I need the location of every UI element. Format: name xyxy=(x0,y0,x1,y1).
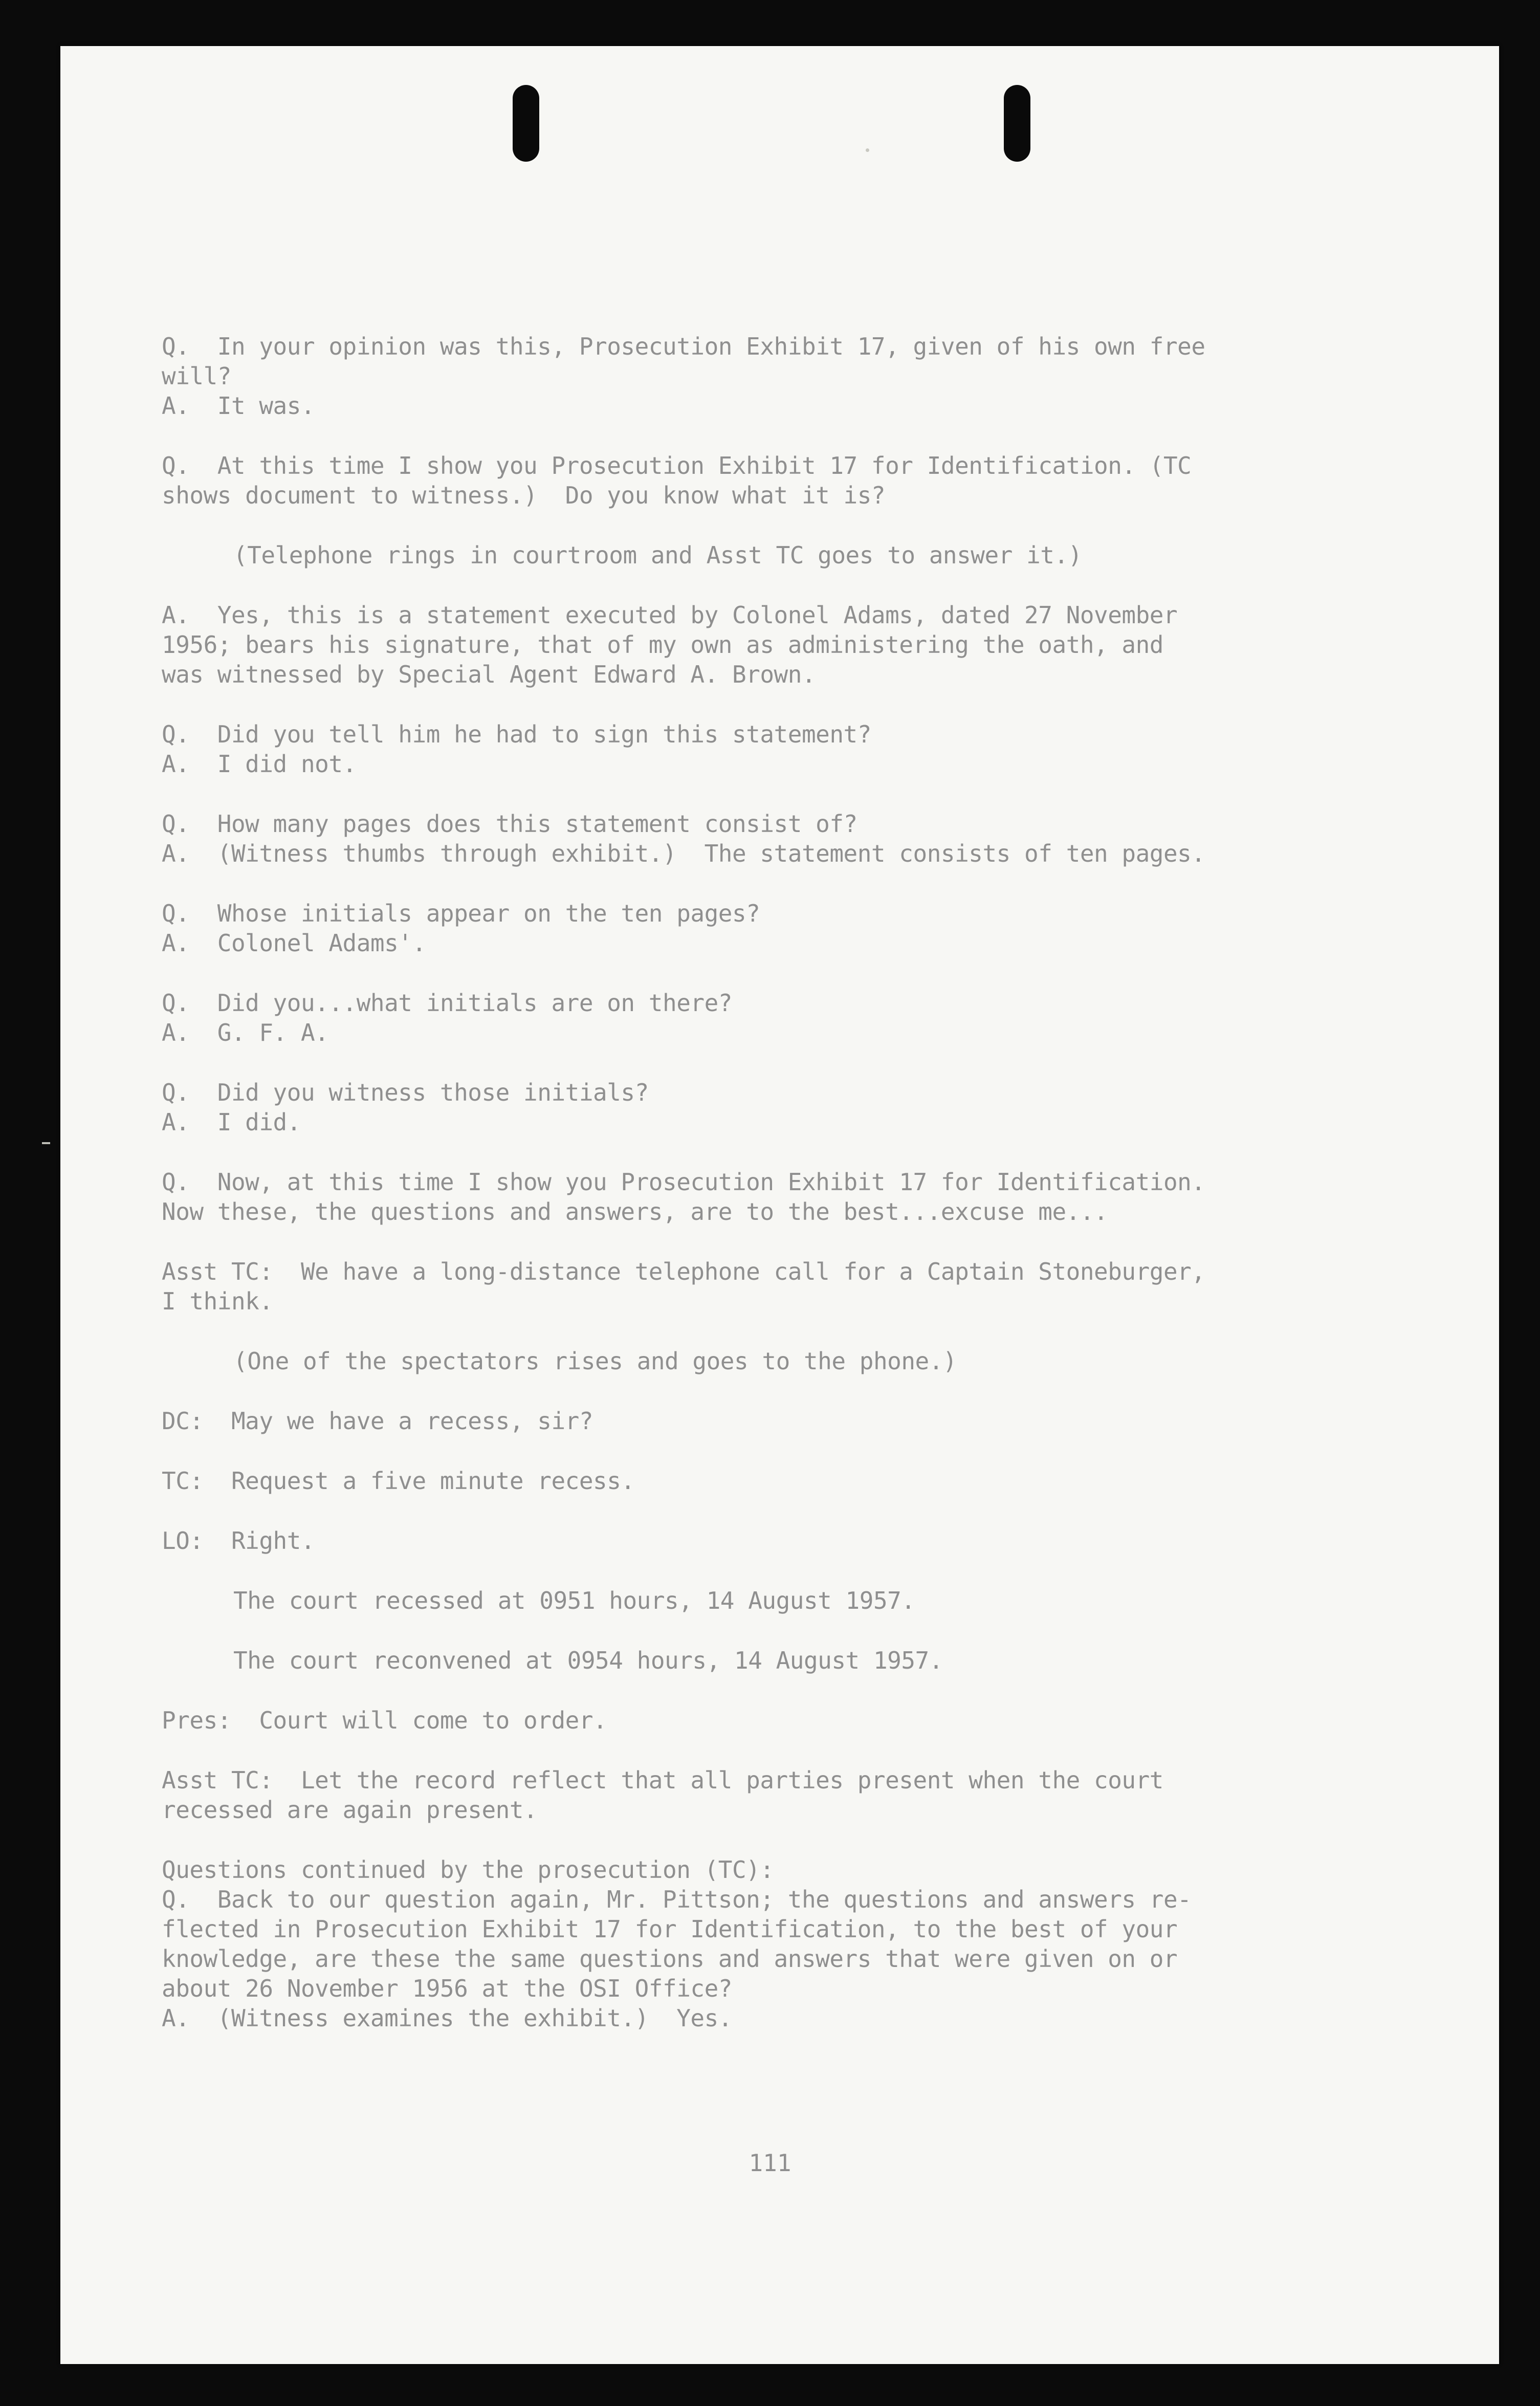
transcript-paragraph xyxy=(162,1078,1349,1137)
transcript-line: Q. Did you witness those initials? xyxy=(162,1079,649,1106)
transcript-paragraph xyxy=(162,719,1349,779)
transcript-paragraph xyxy=(162,1257,1349,1316)
margin-mark xyxy=(42,1142,50,1144)
transcript-line: recessed are again present. xyxy=(162,1796,538,1824)
transcript-body xyxy=(162,332,1349,2063)
transcript-line: Q. Did you tell him he had to sign this statement? xyxy=(162,720,871,748)
punch-hole-left xyxy=(513,85,539,162)
transcript-line: Questions continued by the prosecution (TC): xyxy=(162,1856,774,1884)
transcript-line: TC: Request a five minute recess. xyxy=(162,1467,635,1495)
transcript-line: A. (Witness examines the exhibit.) Yes. xyxy=(162,2004,732,2032)
paper-speck xyxy=(866,148,869,152)
punch-hole-right xyxy=(1004,85,1030,162)
transcript-line: Pres: Court will come to order. xyxy=(162,1707,607,1734)
transcript-line: knowledge, are these the same questions and answers that were given on or xyxy=(162,1945,1178,1973)
transcript-paragraph xyxy=(162,1466,1349,1496)
transcript-paragraph xyxy=(162,1586,1349,1615)
transcript-line: Q. Did you...what initials are on there? xyxy=(162,989,732,1017)
transcript-line: The court recessed at 0951 hours, 14 August 1957. xyxy=(233,1587,915,1614)
transcript-line: Q. How many pages does this statement consist of? xyxy=(162,810,857,838)
transcript-paragraph xyxy=(162,1855,1349,2033)
transcript-line: A. I did not. xyxy=(162,750,357,778)
transcript-line: Q. In your opinion was this, Prosecution Exhibit 17, given of his own free xyxy=(162,333,1205,360)
transcript-paragraph xyxy=(162,540,1349,570)
transcript-line: was witnessed by Special Agent Edward A. Brown. xyxy=(162,661,816,688)
transcript-paragraph xyxy=(162,1167,1349,1227)
transcript-line: shows document to witness.) Do you know what it is? xyxy=(162,482,886,509)
transcript-paragraph xyxy=(162,1765,1349,1825)
transcript-line: A. I did. xyxy=(162,1108,301,1136)
transcript-paragraph xyxy=(162,600,1349,689)
transcript-line: Asst TC: Let the record reflect that all parties present when the court xyxy=(162,1766,1163,1794)
transcript-line: A. Colonel Adams'. xyxy=(162,929,426,957)
transcript-line: A. It was. xyxy=(162,392,315,420)
transcript-paragraph xyxy=(162,1646,1349,1675)
transcript-line: LO: Right. xyxy=(162,1527,315,1555)
transcript-line: The court reconvened at 0954 hours, 14 August 1957. xyxy=(233,1647,943,1674)
transcript-line: Q. Now, at this time I show you Prosecution Exhibit 17 for Identification. xyxy=(162,1168,1205,1196)
page-number: 111 xyxy=(749,2149,791,2177)
transcript-line: Asst TC: We have a long-distance telephone call for a Captain Stoneburger, xyxy=(162,1258,1205,1285)
transcript-paragraph xyxy=(162,451,1349,510)
transcript-line: A. G. F. A. xyxy=(162,1019,329,1046)
transcript-line: about 26 November 1956 at the OSI Office? xyxy=(162,1975,732,2002)
transcript-paragraph xyxy=(162,809,1349,868)
transcript-paragraph xyxy=(162,332,1349,421)
transcript-line: (One of the spectators rises and goes to the phone.) xyxy=(233,1347,957,1375)
transcript-line: flected in Prosecution Exhibit 17 for Identification, to the best of your xyxy=(162,1915,1178,1943)
transcript-line: A. (Witness thumbs through exhibit.) The statement consists of ten pages. xyxy=(162,840,1205,867)
transcript-paragraph xyxy=(162,1406,1349,1436)
transcript-line: Q. Whose initials appear on the ten pages? xyxy=(162,900,760,927)
transcript-line: I think. xyxy=(162,1287,273,1315)
transcript-paragraph xyxy=(162,1705,1349,1735)
transcript-line: 1956; bears his signature, that of my own as administering the oath, and xyxy=(162,631,1163,659)
transcript-paragraph xyxy=(162,988,1349,1047)
transcript-line: A. Yes, this is a statement executed by Colonel Adams, dated 27 November xyxy=(162,601,1178,629)
transcript-paragraph xyxy=(162,1526,1349,1556)
transcript-line: Q. At this time I show you Prosecution Exhibit 17 for Identification. (TC xyxy=(162,452,1192,479)
transcript-paragraph xyxy=(162,1346,1349,1376)
transcript-line: DC: May we have a recess, sir? xyxy=(162,1407,593,1435)
transcript-line: Now these, the questions and answers, are to the best...excuse me... xyxy=(162,1198,1108,1226)
transcript-paragraph xyxy=(162,899,1349,958)
transcript-line: Q. Back to our question again, Mr. Pittson; the questions and answers re- xyxy=(162,1886,1192,1913)
transcript-line: (Telephone rings in courtroom and Asst TC goes to answer it.) xyxy=(233,541,1082,569)
transcript-line: will? xyxy=(162,362,231,390)
